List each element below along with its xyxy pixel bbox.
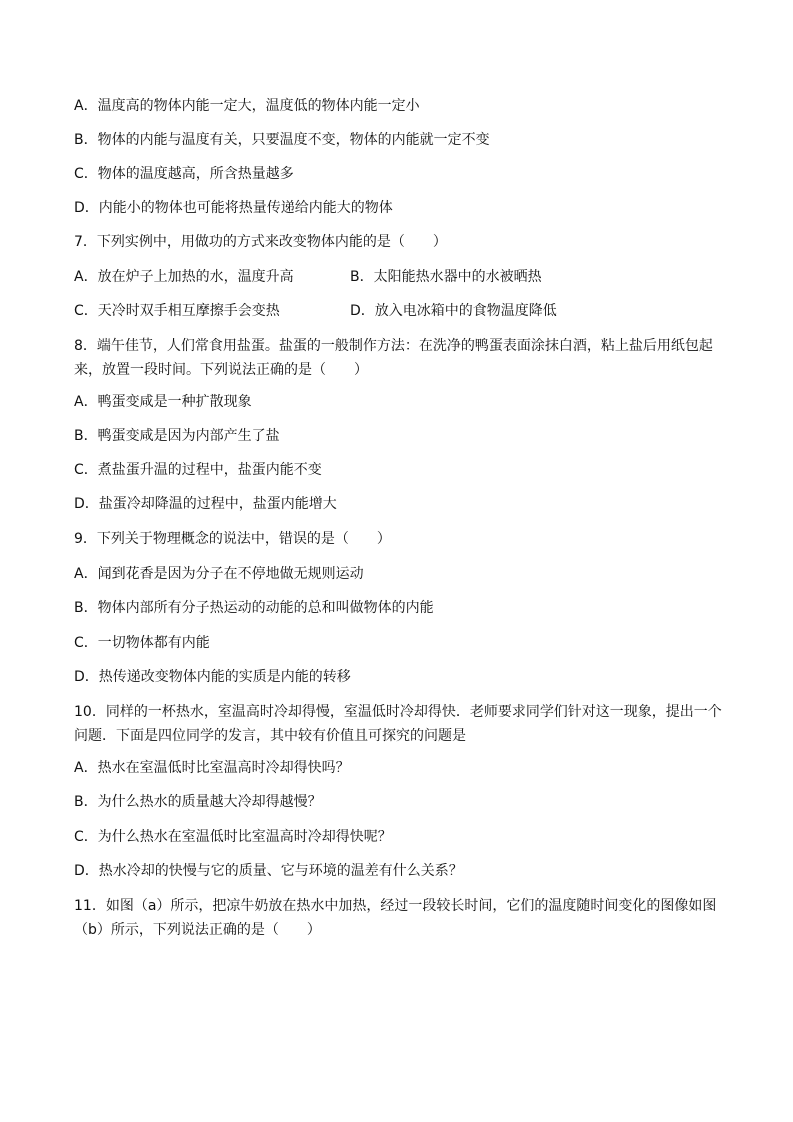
q7-option-a: A．放在炉子上加热的水，温度升高 [74,269,294,285]
q11-stem: 11．如图（a）所示，把凉牛奶放在热水中加热，经过一段较长时间，它们的温度随时间变化的图像如图（b）所示，下列说法正确的是（ ） [74,898,717,938]
q9-stem: 9．下列关于物理概念的说法中，错误的是（ ） [74,531,391,547]
q6-option-d: D．内能小的物体也可能将热量传递给内能大的物体 [74,200,393,216]
q8-option-a: A．鸭蛋变咸是一种扩散现象 [74,394,252,410]
q9-option-b: B．物体内部所有分子热运动的动能的总和叫做物体的内能 [74,600,434,616]
q10-option-c: C．为什么热水在室温低时比室温高时冷却得快呢？ [74,829,392,845]
q7-options-row-2 [74,301,724,321]
q8-option-d: D．盐蛋冷却降温的过程中，盐蛋内能增大 [74,496,337,512]
q10-option-d: D．热水冷却的快慢与它的质量、它与环境的温差有什么关系？ [74,863,463,879]
q7-option-b: B．太阳能热水器中的水被晒热 [350,269,542,285]
q10-stem: 10．同样的一杯热水，室温高时冷却得慢，室温低时冷却得快．老师要求同学们针对这一现象，提出一个问题．下面是四位同学的发言，其中较有价值且可探究的问题是 [74,704,722,744]
q9-option-c: C．一切物体都有内能 [74,635,210,651]
q6-option-a: A．温度高的物体内能一定大，温度低的物体内能一定小 [74,98,420,114]
q8-option-c: C．煮盐蛋升温的过程中，盐蛋内能不变 [74,462,322,478]
q8-stem: 8．端午佳节，人们常食用盐蛋。盐蛋的一般制作方法：在洗净的鸭蛋表面涂抹白酒，粘上盐后用纸包起来，放置一段时间。下列说法正确的是（ ） [74,338,713,378]
q7-options-row-1 [74,267,724,287]
q6-option-c: C．物体的温度越高，所含热量越多 [74,166,294,182]
q7-option-c: C．天冷时双手相互摩擦手会变热 [74,303,280,319]
q10-option-b: B．为什么热水的质量越大冷却得越慢？ [74,794,322,810]
q9-option-a: A．闻到花香是因为分子在不停地做无规则运动 [74,566,364,582]
q10-option-a: A．热水在室温低时比室温高时冷却得快吗？ [74,760,350,776]
q7-stem: 7．下列实例中，用做功的方式来改变物体内能的是（ ） [74,234,447,250]
q8-option-b: B．鸭蛋变咸是因为内部产生了盐 [74,428,280,444]
q7-option-d: D．放入电冰箱中的食物温度降低 [350,303,557,319]
q6-option-b: B．物体的内能与温度有关，只要温度不变，物体的内能就一定不变 [74,132,490,148]
q9-option-d: D．热传递改变物体内能的实质是内能的转移 [74,669,351,685]
